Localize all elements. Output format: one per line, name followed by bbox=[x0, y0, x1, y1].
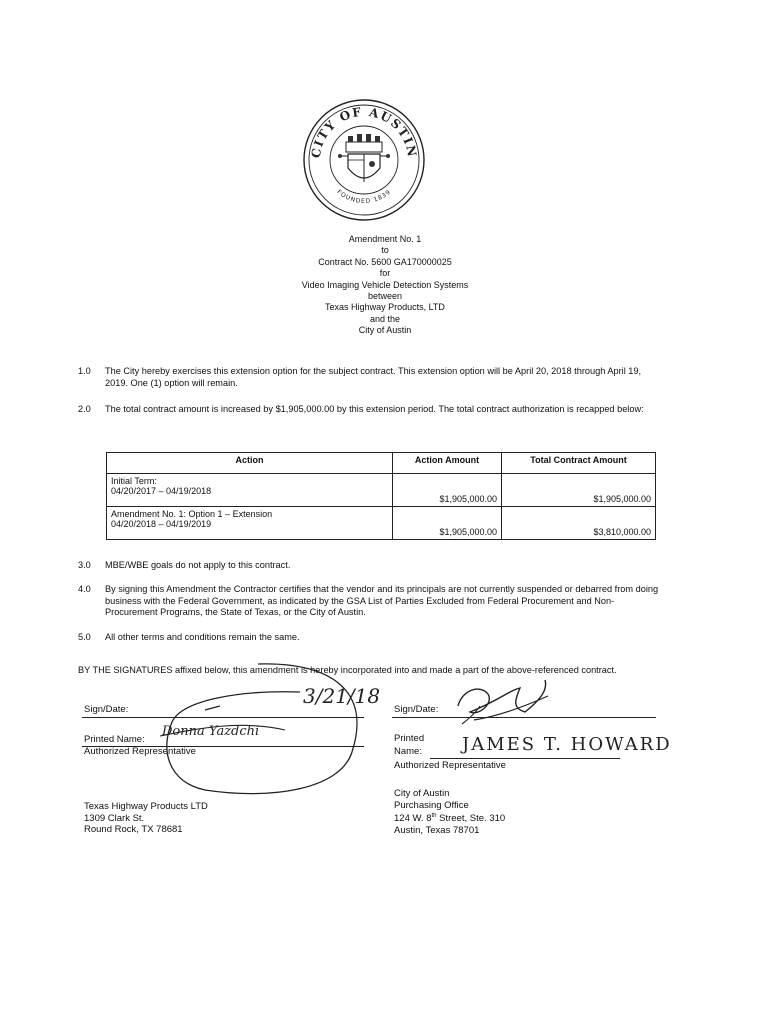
action-dates: 04/20/2018 – 04/19/2019 bbox=[111, 519, 212, 529]
header-line: City of Austin bbox=[358, 325, 412, 336]
header-line: and the bbox=[369, 313, 401, 324]
left-rep-label: Authorized Representative bbox=[84, 746, 196, 757]
address-line: Texas Highway Products LTD bbox=[84, 801, 208, 812]
cell-amount: $1,905,000.00 bbox=[393, 474, 502, 507]
action-label: Amendment No. 1: Option 1 – Extension bbox=[111, 509, 273, 519]
header-line: Contract No. 5600 GA170000025 bbox=[318, 256, 452, 267]
svg-text:CITY OF AUSTIN: CITY OF AUSTIN bbox=[308, 104, 420, 159]
column-header-total: Total Contract Amount bbox=[502, 453, 656, 474]
address-line: City of Austin bbox=[394, 788, 450, 799]
header-line: for bbox=[379, 268, 391, 279]
address-line: Round Rock, TX 78681 bbox=[84, 824, 183, 835]
address-line: Austin, Texas 78701 bbox=[394, 824, 480, 836]
cell-total: $1,905,000.00 bbox=[502, 474, 656, 507]
right-sign-date-label: Sign/Date: bbox=[394, 704, 439, 715]
header-line: between bbox=[367, 291, 403, 302]
address-line: 1309 Clark St. bbox=[84, 812, 145, 824]
clause-number: 3.0 bbox=[78, 560, 91, 570]
left-handwritten-name: Donna Yazdchi bbox=[162, 724, 260, 739]
signature-intro: BY THE SIGNATURES affixed below, this amendment is hereby incorporated into and made a part of the above-referenced contract. bbox=[78, 665, 617, 675]
clause-number: 1.0 bbox=[78, 366, 91, 376]
action-dates: 04/20/2017 – 04/19/2018 bbox=[111, 486, 212, 496]
left-handwritten-date: 3/21/18 bbox=[303, 684, 381, 708]
clause-text: By signing this Amendment the Contractor certifies that the vendor and its principals are not currently suspended or debarred from doing business with the Federal Government, as indicated by the GSA List of Parties Excluded from Federal Procurement and Non-Procurement Programs, the State of Texas, or the City of Austin. bbox=[105, 584, 659, 617]
clause-text: All other terms and conditions remain the same. bbox=[105, 632, 300, 642]
left-signature-stroke bbox=[160, 725, 285, 736]
street-name: Street, Ste. 310 bbox=[436, 813, 506, 825]
cell-total: $3,810,000.00 bbox=[502, 507, 656, 540]
right-printed-label: Printed bbox=[394, 733, 425, 744]
clause-text: MBE/WBE goals do not apply to this contract. bbox=[105, 560, 291, 570]
address-line: Purchasing Office bbox=[394, 799, 469, 811]
clause-text: The total contract amount is increased by $1,905,000.00 by this extension period. The total contract authorization is recapped below: bbox=[105, 404, 644, 414]
clause-number: 2.0 bbox=[78, 404, 91, 414]
header-line: to bbox=[381, 245, 389, 256]
right-rep-label: Authorized Representative bbox=[394, 760, 506, 771]
clause-number: 5.0 bbox=[78, 632, 91, 642]
right-signature-scribble bbox=[458, 680, 546, 713]
right-handwritten-name: JAMES T. HOWARD bbox=[462, 734, 672, 755]
header-line: Amendment No. 1 bbox=[348, 234, 422, 244]
header-line: Video Imaging Vehicle Detection Systems bbox=[301, 279, 469, 290]
right-name-label: Name: bbox=[394, 746, 422, 757]
clause-number: 4.0 bbox=[78, 584, 91, 594]
column-header-action: Action bbox=[107, 453, 393, 474]
clause-text: The City hereby exercises this extension option for the subject contract. This extension option will be April 20, 2018 through April 19, 2019. One (1) option will remain. bbox=[105, 366, 642, 388]
left-printed-name-label: Printed Name: bbox=[84, 734, 145, 745]
street-number: 124 W. 8 bbox=[394, 813, 432, 825]
ordinal-suffix: th bbox=[431, 813, 437, 819]
column-header-action-amount: Action Amount bbox=[393, 453, 502, 474]
svg-text:FOUNDED 1839: FOUNDED 1839 bbox=[335, 188, 393, 205]
action-label: Initial Term: bbox=[111, 476, 157, 486]
left-signature-dash bbox=[205, 706, 220, 710]
left-sign-date-label: Sign/Date: bbox=[84, 704, 129, 715]
left-signature-loop bbox=[167, 664, 357, 794]
cell-amount: $1,905,000.00 bbox=[393, 507, 502, 540]
header-line: Texas Highway Products, LTD bbox=[325, 302, 445, 313]
